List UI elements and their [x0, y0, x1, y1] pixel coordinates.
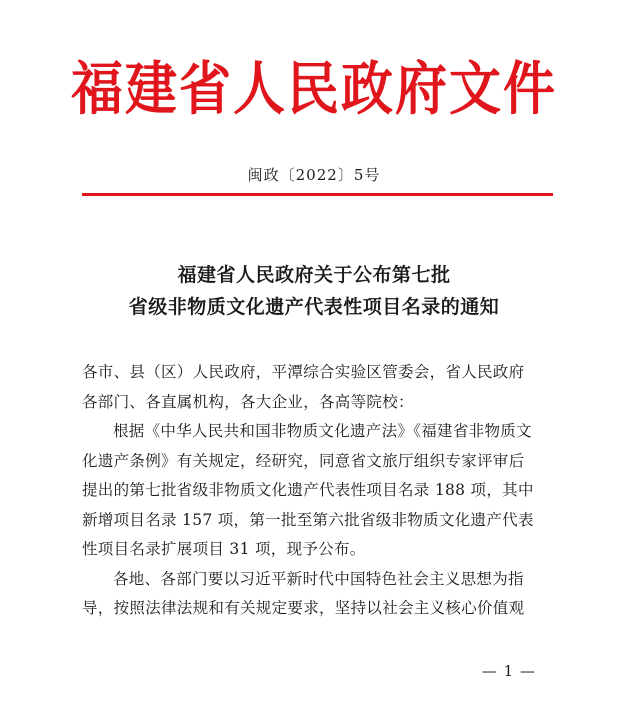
masthead-title: 福建省人民政府文件	[70, 55, 557, 123]
body-line-paragraph-1-1: 根据《中华人民共和国非物质文化遗产法》《福建省非物质文	[113, 422, 532, 440]
body-line-recipients-1: 各市、县（区）人民政府，平潭综合实验区管委会，省人民政府	[82, 363, 525, 381]
document-title	[0, 259, 628, 323]
body-line-paragraph-1-5: 性项目名录扩展项目 31 项，现予公布。	[82, 540, 366, 558]
body-line-paragraph-1-2: 化遗产条例》有关规定，经研究，同意省文旅厅组织专家评审后	[82, 451, 525, 470]
document-body	[82, 358, 562, 624]
document-number: 闽政〔2022〕5号	[247, 166, 381, 184]
page-number: — 1 —	[481, 662, 536, 680]
red-separator-line	[82, 193, 553, 196]
body-line-paragraph-2-2: 导，按照法律法规和有关规定要求，坚持以社会主义核心价值观	[82, 599, 525, 617]
document-title-line-1: 福建省人民政府关于公布第七批	[177, 264, 451, 286]
body-line-paragraph-1-3: 提出的第七批省级非物质文化遗产代表性项目名录 188 项，其中	[82, 481, 534, 499]
body-line-paragraph-2-1: 各地、各部门要以习近平新时代中国特色社会主义思想为指	[113, 569, 524, 588]
body-line-recipients-2: 各部门、各直属机构，各大企业，各高等院校：	[82, 392, 414, 411]
document-title-line-2: 省级非物质文化遗产代表性项目名录的通知	[128, 296, 500, 318]
body-line-paragraph-1-4: 新增项目名录 157 项，第一批至第六批省级非物质文化遗产代表	[82, 510, 534, 529]
